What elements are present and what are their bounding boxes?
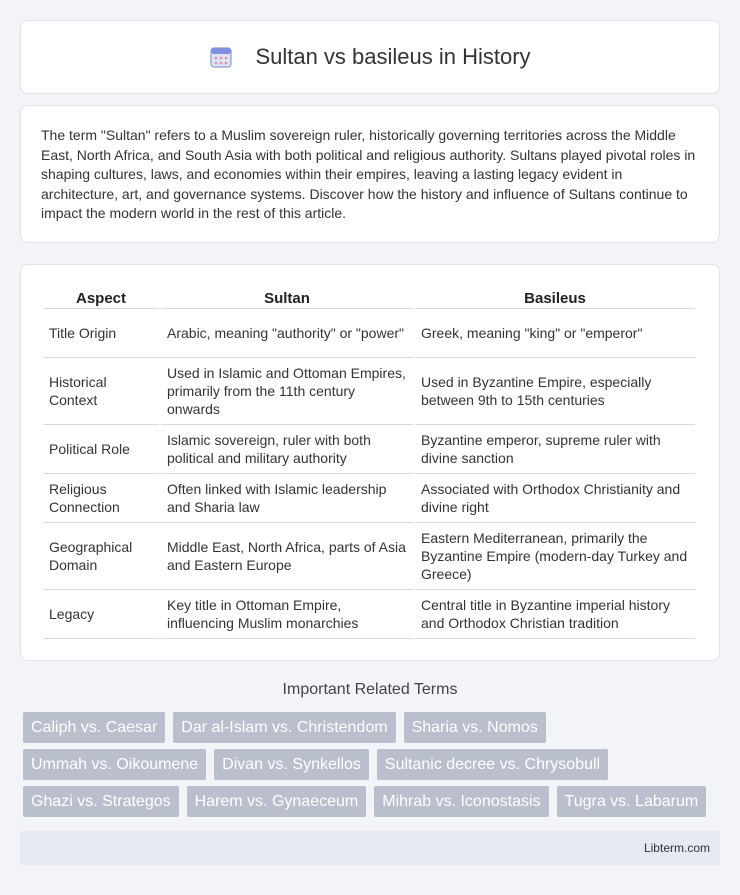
tag-row	[23, 712, 723, 743]
related-term-link[interactable]: Sharia vs. Nomos	[404, 712, 546, 743]
cell-aspect: Political Role	[43, 425, 159, 474]
cell-sultan: Key title in Ottoman Empire, influencing Muslim monarchies	[161, 590, 413, 639]
intro-card	[20, 105, 720, 243]
header-card	[20, 20, 720, 94]
tag-row	[23, 749, 723, 780]
cell-basileus: Central title in Byzantine imperial history and Orthodox Christian tradition	[415, 590, 695, 639]
related-term-link[interactable]: Caliph vs. Caesar	[23, 712, 165, 743]
related-term-link[interactable]: Ummah vs. Oikoumene	[23, 749, 206, 780]
tag-row	[23, 786, 723, 817]
related-term-link[interactable]: Sultanic decree vs. Chrysobull	[377, 749, 608, 780]
table-row	[43, 309, 695, 358]
cell-aspect: Legacy	[43, 590, 159, 639]
cell-sultan: Islamic sovereign, ruler with both political and military authority	[161, 425, 413, 474]
cell-basileus: Eastern Mediterranean, primarily the Byzantine Empire (modern-day Turkey and Greece)	[415, 523, 695, 590]
footer	[20, 831, 720, 865]
related-terms-title: Important Related Terms	[282, 681, 458, 698]
footer-site-link[interactable]: Libterm.com	[643, 841, 710, 855]
cell-aspect: Historical Context	[43, 358, 159, 425]
cell-basileus: Associated with Orthodox Christianity and divine right	[415, 474, 695, 523]
cell-sultan: Middle East, North Africa, parts of Asia and Eastern Europe	[161, 523, 413, 590]
intro-paragraph: The term "Sultan" refers to a Muslim sovereign ruler, historically governing territories across the Middle East, North Africa, and South Asia with both political and religious authority. Sultans played pivotal roles in shaping cultures, laws, and economies within their empires, leaving a lasting legacy evident in architecture, art, and governance systems. Discover how the history and influence of Sultans continue to impact the modern world in the rest of this article.	[41, 127, 696, 221]
table-row	[43, 358, 695, 425]
cell-sultan: Often linked with Islamic leadership and Sharia law	[161, 474, 413, 523]
related-term-link[interactable]: Dar al-Islam vs. Christendom	[173, 712, 395, 743]
table-row	[43, 474, 695, 523]
table-row	[43, 523, 695, 590]
page-title: Sultan vs basileus in History	[255, 44, 531, 69]
header-aspect: Aspect	[43, 285, 159, 309]
header-basileus: Basileus	[415, 285, 695, 309]
cell-aspect: Geographical Domain	[43, 523, 159, 590]
related-term-link[interactable]: Harem vs. Gynaeceum	[187, 786, 367, 817]
cell-basileus: Greek, meaning "king" or "emperor"	[415, 309, 695, 358]
related-term-link[interactable]: Tugra vs. Labarum	[557, 786, 707, 817]
table-row	[43, 425, 695, 474]
related-term-link[interactable]: Mihrab vs. Iconostasis	[374, 786, 548, 817]
related-terms-list	[23, 712, 723, 823]
cell-aspect: Title Origin	[43, 309, 159, 358]
cell-basileus: Byzantine emperor, supreme ruler with divine sanction	[415, 425, 695, 474]
table-row	[43, 590, 695, 639]
calendar-icon	[209, 45, 233, 69]
table-header-row	[43, 285, 695, 309]
comparison-table	[41, 285, 697, 639]
comparison-table-card	[20, 264, 720, 661]
header-sultan: Sultan	[161, 285, 413, 309]
related-term-link[interactable]: Divan vs. Synkellos	[214, 749, 369, 780]
cell-sultan: Used in Islamic and Ottoman Empires, primarily from the 11th century onwards	[161, 358, 413, 425]
cell-basileus: Used in Byzantine Empire, especially between 9th to 15th centuries	[415, 358, 695, 425]
cell-sultan: Arabic, meaning "authority" or "power"	[161, 309, 413, 358]
cell-aspect: Religious Connection	[43, 474, 159, 523]
related-term-link[interactable]: Ghazi vs. Strategos	[23, 786, 179, 817]
